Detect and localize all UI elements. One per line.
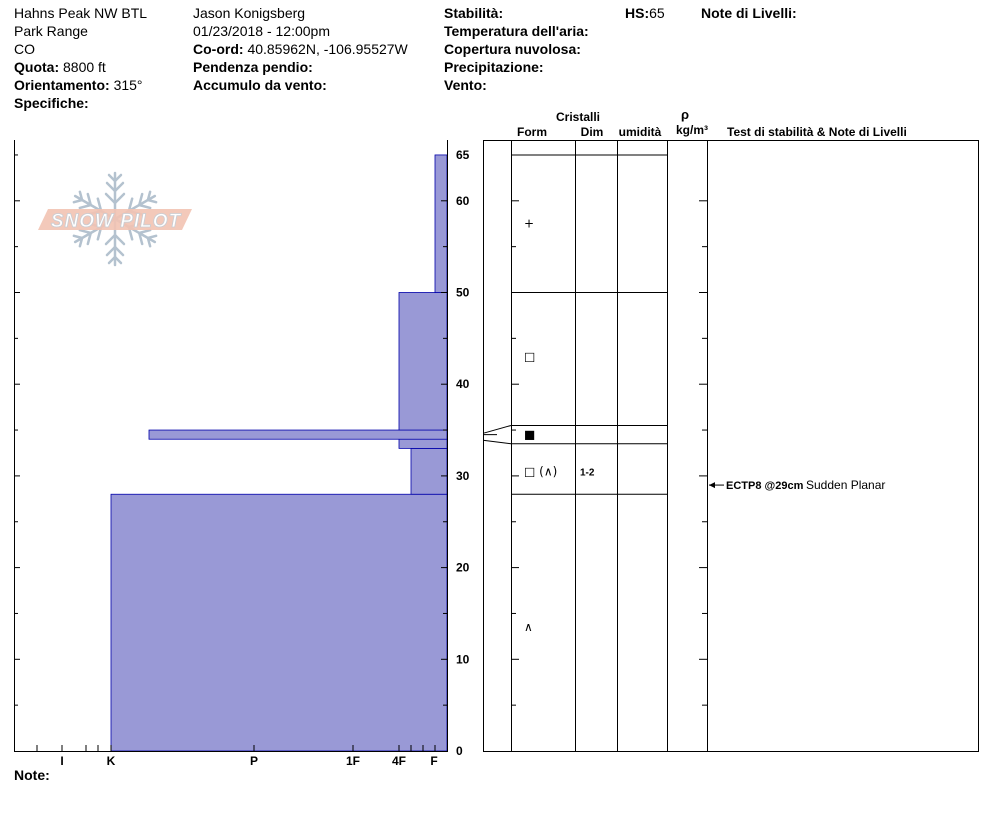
hardness-layer	[435, 155, 447, 293]
col-tests: Test di stabilità & Note di Livelli	[727, 125, 907, 139]
snowpilot-logo	[38, 173, 192, 265]
col-dim: Dim	[580, 125, 604, 139]
height-tick-label: 60	[456, 193, 470, 208]
boundary-connector	[484, 425, 511, 433]
hardness-layer	[399, 293, 447, 431]
col-crystals: Cristalli	[555, 110, 601, 124]
stability-tests	[709, 478, 885, 492]
height-tick-label: 40	[456, 377, 470, 392]
state: CO	[14, 41, 35, 57]
hardness-layer	[149, 430, 447, 439]
column-headers	[517, 107, 907, 139]
aspect-value: 315°	[113, 77, 143, 93]
hardness-layer	[411, 448, 447, 494]
hardness-tick-label: I	[60, 754, 64, 768]
height-tick-label: 10	[456, 652, 470, 667]
grain-form-symbol: ■	[524, 427, 536, 442]
grain-form-symbol: □	[524, 349, 536, 364]
hardness-layer	[111, 494, 447, 751]
col-density-unit: kg/m³	[675, 123, 709, 137]
grain-table-frame	[484, 140, 979, 752]
aspect-label: Orientamento:	[14, 77, 110, 93]
height-tick-label: 50	[456, 285, 470, 300]
hardness-tick-label: F	[430, 754, 438, 768]
observer-name: Jason Konigsberg	[193, 5, 306, 21]
layer-notes-label: Note di Livelli:	[701, 5, 797, 21]
height-tick-label: 65	[456, 147, 470, 162]
notes-label: Note:	[14, 767, 50, 783]
hs-label: HS:	[625, 5, 650, 21]
logo-text: SNOW PILOT	[50, 211, 182, 232]
precip-label: Precipitazione:	[444, 59, 544, 75]
coord-label: Co-ord:	[193, 41, 244, 57]
coord-value: 40.85962N, -106.95527W	[247, 41, 408, 57]
wind-label: Vento:	[444, 77, 487, 93]
grain-form-symbol: □ (∧)	[524, 464, 558, 479]
height-tick-label: 30	[456, 468, 470, 483]
mountain-range: Park Range	[14, 23, 88, 39]
hardness-tick-label: K	[106, 754, 116, 768]
boundary-connector	[484, 440, 511, 443]
hardness-layers	[111, 155, 447, 751]
height-tick-label: 20	[456, 560, 470, 575]
table-height-ticks	[511, 201, 707, 705]
sky-cover-label: Copertura nuvolosa:	[444, 41, 581, 57]
col-form: Form	[517, 125, 547, 139]
wind-loading-label: Accumulo da vento:	[193, 77, 327, 93]
hs-value: 65	[649, 5, 665, 21]
grain-form-symbol: ∧	[524, 620, 533, 635]
col-moisture: umidità	[618, 125, 662, 139]
air-temp-label: Temperatura dell'aria:	[444, 23, 589, 39]
elevation-label: Quota:	[14, 59, 60, 75]
col-rho: ρ	[680, 107, 690, 122]
specifics-label: Specifiche:	[14, 95, 89, 111]
hardness-tick-label: P	[249, 754, 259, 768]
location-name: Hahns Peak NW BTL	[14, 5, 148, 21]
hardness-tick-label: 1F	[345, 754, 361, 768]
elevation-value: 8800 ft	[63, 59, 106, 75]
test-arrow-head	[709, 482, 715, 488]
grain-size-label: 1-2	[580, 467, 595, 479]
grain-form-symbol: +	[524, 216, 535, 231]
hardness-tick-label: 4F	[391, 754, 407, 768]
test-note: Sudden Planar	[806, 478, 886, 493]
test-result: ECTP8 @29cm	[726, 480, 804, 493]
slope-label: Pendenza pendio:	[193, 59, 313, 75]
obs-datetime: 01/23/2018 - 12:00pm	[193, 23, 330, 39]
height-tick-label: 0	[456, 744, 463, 758]
stability-label: Stabilità:	[444, 5, 504, 21]
